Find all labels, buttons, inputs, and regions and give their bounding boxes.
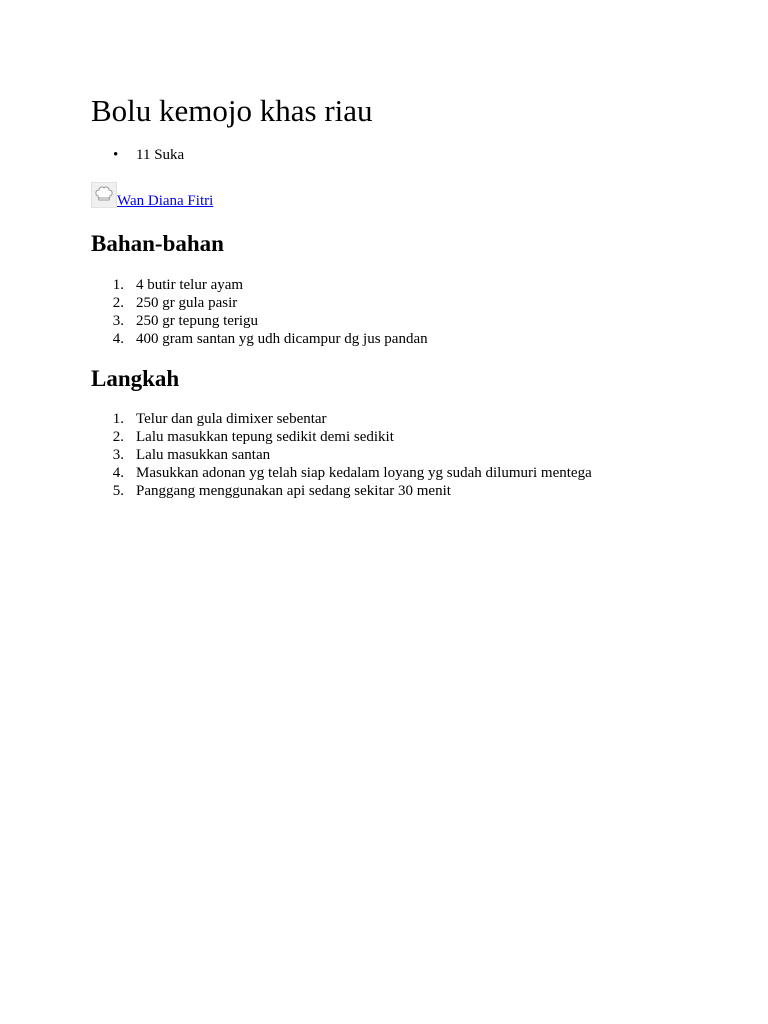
list-number: 4. [112,331,124,347]
list-number: 5. [112,483,124,499]
list-number: 2. [112,429,124,445]
bullet-icon: • [113,147,119,163]
list-item [91,428,592,446]
author-link[interactable]: Wan Diana Fitri [117,193,214,209]
likes-list [91,146,184,164]
ingredients-list [91,276,428,348]
step-text: Lalu masukkan santan [136,447,271,463]
likes-item [91,146,184,164]
list-item [91,294,428,312]
step-text: Masukkan adonan yg telah siap kedalam loyang yg sudah dilumuri mentega [136,465,592,481]
list-number: 4. [112,465,124,481]
ingredient-text: 400 gram santan yg udh dicampur dg jus pandan [136,331,428,347]
list-number: 3. [112,313,124,329]
list-item [91,330,428,348]
recipe-title: Bolu kemojo khas riau [91,93,373,128]
steps-list [91,410,592,500]
chef-hat-icon [91,182,117,208]
list-item [91,482,592,500]
author-block [91,182,213,212]
list-item [91,276,428,294]
ingredient-text: 250 gr gula pasir [136,295,238,311]
list-item [91,312,428,330]
list-number: 2. [112,295,124,311]
list-number: 1. [112,277,124,293]
list-number: 1. [112,411,124,427]
ingredient-text: 4 butir telur ayam [136,277,244,293]
list-item [91,464,592,482]
list-item [91,446,592,464]
ingredients-heading: Bahan-bahan [91,231,224,256]
ingredient-text: 250 gr tepung terigu [136,313,259,329]
step-text: Panggang menggunakan api sedang sekitar 30 menit [136,483,451,499]
list-number: 3. [112,447,124,463]
step-text: Telur dan gula dimixer sebentar [136,411,327,427]
likes-count: 11 Suka [136,147,185,163]
steps-heading: Langkah [91,366,180,391]
step-text: Lalu masukkan tepung sedikit demi sedikit [136,429,394,445]
list-item [91,410,592,428]
